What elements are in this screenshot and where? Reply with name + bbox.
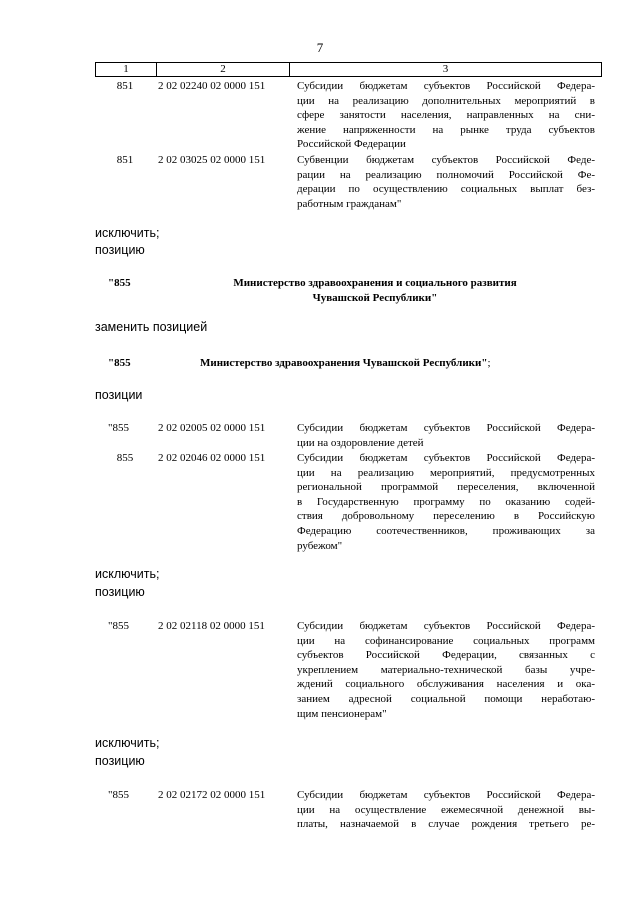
instruction-position: позицию	[95, 585, 145, 599]
header-col-2: 2	[157, 63, 290, 76]
table-header	[95, 62, 602, 77]
page-number: 7	[316, 40, 324, 55]
instruction-position: позицию	[95, 754, 145, 768]
ministry-code: "855	[108, 357, 131, 369]
row-description: Субсидии бюджетам субъектов Российской Федера- ции на реализацию мероприятий, предусмотренных региональной программой переселения, включенной в Государственную программу по оказанию содей- ствия добровольному переселению в Российскую Федерацию соотечественников, проживающих за рубежом"	[297, 452, 595, 552]
header-col-3: 3	[442, 63, 449, 75]
ministry-name: Министерство здравоохранения Чувашской Республики";	[200, 357, 491, 369]
row-description: Субсидии бюджетам субъектов Российской Федера- ции на софинансирование социальных программ субъектов Российской Федерации, связанных с укреплением материально-технической базы учре- ждений социального обслуживания населения и ока- занием адресной социальной помощи неработаю- щим пенсионерам"	[297, 620, 595, 720]
kbk-code: 2 02 02118 02 0000 151	[158, 620, 265, 632]
admin-code: "855	[108, 789, 129, 801]
kbk-code: 2 02 02172 02 0000 151	[158, 789, 266, 801]
admin-code: 851	[116, 80, 134, 92]
header-col-1: 1	[96, 63, 157, 76]
instruction-exclude: исключить;	[95, 567, 160, 581]
admin-code: "855	[108, 620, 129, 632]
ministry-name: Министерство здравоохранения и социального развития Чувашской Республики"	[233, 277, 517, 304]
admin-code: "855	[108, 422, 129, 434]
kbk-code: 2 02 02240 02 0000 151	[158, 80, 266, 92]
admin-code: 855	[116, 452, 134, 464]
instruction-exclude: исключить;	[95, 226, 160, 240]
row-description: Субсидии бюджетам субъектов Российской Федера- ции на оздоровление детей	[297, 422, 595, 449]
kbk-code: 2 02 02046 02 0000 151	[158, 452, 266, 464]
row-description: Субсидии бюджетам субъектов Российской Федера- ции на реализацию дополнительных мероприятий в сфере занятости населения, направленных на сни- жение напряженности на рынке труда субъектов Российской Федерации	[297, 80, 595, 151]
kbk-code: 2 02 03025 02 0000 151	[158, 154, 266, 166]
row-description: Субвенции бюджетам субъектов Российской Феде- рации на реализацию полномочий Российской Фе- дерации по осуществлению социальных выплат без- работным гражданам"	[297, 154, 595, 210]
instruction-position: позицию	[95, 243, 145, 257]
instruction-replace: заменить позицией	[95, 320, 208, 334]
instruction-exclude: исключить;	[95, 736, 160, 750]
kbk-code: 2 02 02005 02 0000 151	[158, 422, 266, 434]
row-description: Субсидии бюджетам субъектов Российской Федера- ции на осуществление ежемесячной денежной вы- платы, назначаемой в случае рождения третьего ре-	[297, 789, 595, 831]
ministry-code: "855	[108, 277, 131, 289]
instruction-positions: позиции	[95, 388, 143, 402]
admin-code: 851	[116, 154, 134, 166]
